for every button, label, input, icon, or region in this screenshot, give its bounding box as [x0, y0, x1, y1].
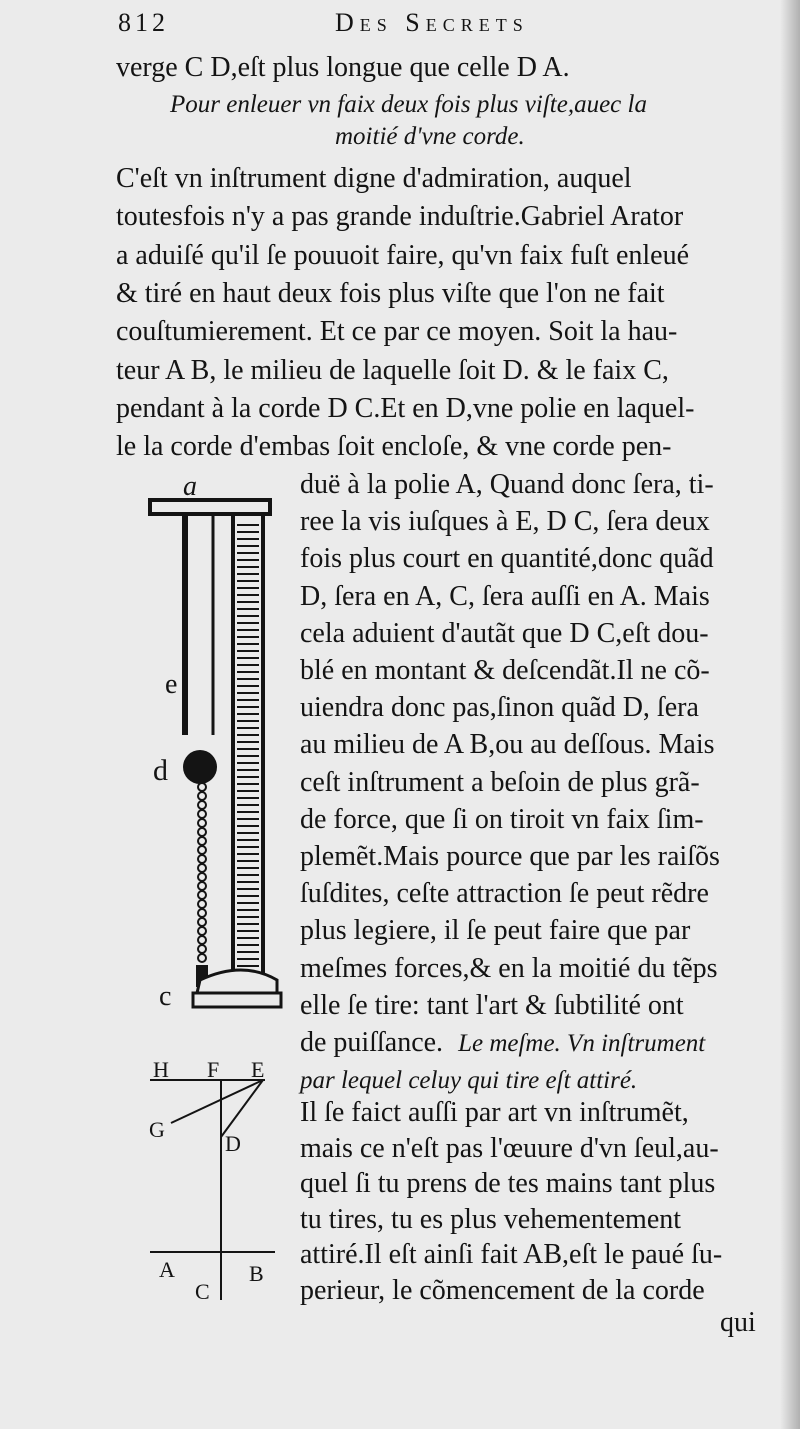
section-title-2: par lequel celuy qui tire eſt attiré.	[300, 1067, 638, 1094]
label-e: e	[165, 669, 178, 700]
label-d: d	[153, 754, 168, 787]
text-line: blé en montant & deſcendãt.Il ne cõ-	[300, 655, 710, 686]
text-line: attiré.Il eſt ainſi fait AB,eſt le paué ſu-	[300, 1239, 723, 1270]
label-h: H	[153, 1057, 169, 1082]
text-line: ree la vis iuſques à E, D C, ſera deux	[300, 506, 710, 538]
catchword: qui	[720, 1307, 756, 1338]
puissance-italic: Le meſme. Vn inſtrument	[458, 1030, 706, 1057]
chain-link	[198, 936, 206, 944]
chain-link	[198, 837, 206, 845]
text-line: couſtumierement. Et ce par ce moyen. Soit la hau-	[116, 316, 678, 348]
text-line: a aduiſé qu'il ſe pouuoit faire, qu'vn faix fuſt enleué	[116, 239, 690, 271]
text-line: meſmes forces,& en la moitié du tẽps	[300, 952, 718, 984]
text-line: duë à la polie A, Quand donc ſera, ti-	[300, 469, 714, 500]
chain-link	[198, 801, 206, 809]
chain-link	[198, 927, 206, 935]
text-line: le la corde d'embas ſoit encloſe, & vne corde pen-	[116, 431, 672, 463]
chain-link	[198, 954, 206, 962]
label-e2: E	[251, 1057, 265, 1082]
figure-geometric-diagram	[145, 1055, 295, 1305]
chain-link	[198, 882, 206, 890]
text-line: plus legiere, il ſe peut faire que par	[300, 915, 691, 947]
chain-link	[198, 783, 206, 791]
label-a: a	[183, 475, 197, 502]
text-line: & tiré en haut deux fois plus viſte que l'on ne fait	[116, 277, 665, 309]
chain-link	[198, 810, 206, 818]
label-a2: A	[159, 1257, 175, 1282]
top-beam	[150, 500, 270, 514]
text-line: quel ſi tu prens de tes mains tant plus	[300, 1168, 716, 1199]
chain-link	[198, 945, 206, 953]
text-line: perieur, le cõmencement de la corde	[300, 1274, 705, 1306]
label-b: B	[249, 1261, 264, 1286]
text-line: D, ſera en A, C, ſera auſſi en A. Mais	[300, 580, 710, 612]
label-g: G	[149, 1117, 165, 1142]
chain-link	[198, 819, 206, 827]
line-eg	[171, 1080, 263, 1123]
pulley-d	[183, 750, 217, 784]
text-line: fois plus court en quantité,donc quãd	[300, 543, 714, 575]
chain-link	[198, 873, 206, 881]
chain	[198, 783, 206, 962]
page-number: 812	[118, 8, 169, 37]
chain-link	[198, 918, 206, 926]
label-d2: D	[225, 1131, 241, 1156]
intro-line: verge C D,eſt plus longue que celle D A.	[116, 52, 570, 83]
label-c: c	[159, 981, 172, 1012]
text-line: mais ce n'eſt pas l'œuure d'vn ſeul,au-	[300, 1132, 719, 1164]
text-line: teur A B, le milieu de laquelle ſoit D. & le faix C,	[116, 354, 669, 386]
chain-link	[198, 864, 206, 872]
label-c2: C	[195, 1279, 210, 1304]
line-ed	[221, 1080, 263, 1137]
chain-link	[198, 891, 206, 899]
label-f: F	[207, 1057, 220, 1082]
chain-link	[198, 828, 206, 836]
chain-link	[198, 909, 206, 917]
text-line: pendant à la corde D C.Et en D,vne polie en laquel-	[116, 392, 695, 424]
text-line: cela aduient d'autãt que D C,eſt dou-	[300, 617, 709, 649]
chain-link	[198, 792, 206, 800]
text-line: ceſt inſtrument a beſoin de plus grã-	[300, 766, 700, 798]
chain-link	[198, 855, 206, 863]
chain-link	[198, 846, 206, 854]
chain-link	[198, 900, 206, 908]
text-line: tu tires, tu es plus vehementement	[300, 1203, 682, 1235]
text-line: de force, que ſi on tiroit vn faix ſim-	[300, 803, 704, 835]
puissance-line	[300, 1027, 705, 1059]
text-line: C'eſt vn inſtrument digne d'admiration, auquel	[116, 163, 632, 194]
text-line: toutesfois n'y a pas grande induſtrie.Gabriel Arator	[116, 201, 684, 233]
screw-base	[197, 970, 277, 993]
text-line: Il ſe faict auſſi par art vn inſtrumẽt,	[300, 1097, 689, 1128]
figure-pulley-apparatus	[145, 475, 295, 1035]
text-line: elle ſe tire: tant l'art & ſubtilité ont	[300, 989, 684, 1021]
puissance-normal: de puiſſance.	[300, 1027, 444, 1058]
section-title-line-2: moitié d'vne corde.	[335, 123, 525, 150]
text-line: ſuſdites, ceſte attraction ſe peut rẽdre	[300, 878, 709, 910]
text-line: au milieu de A B,ou au deſſous. Mais	[300, 729, 715, 761]
text-line: uiendra donc pas,ſinon quãd D, ſera	[300, 692, 699, 724]
text-line: plemẽt.Mais pource que par les raiſõs	[300, 841, 720, 872]
section-title-line-1: Pour enleuer vn faix deux fois plus viſte,auec la	[170, 91, 647, 118]
base-plate	[193, 993, 281, 1007]
running-title: Des Secrets	[335, 8, 529, 37]
